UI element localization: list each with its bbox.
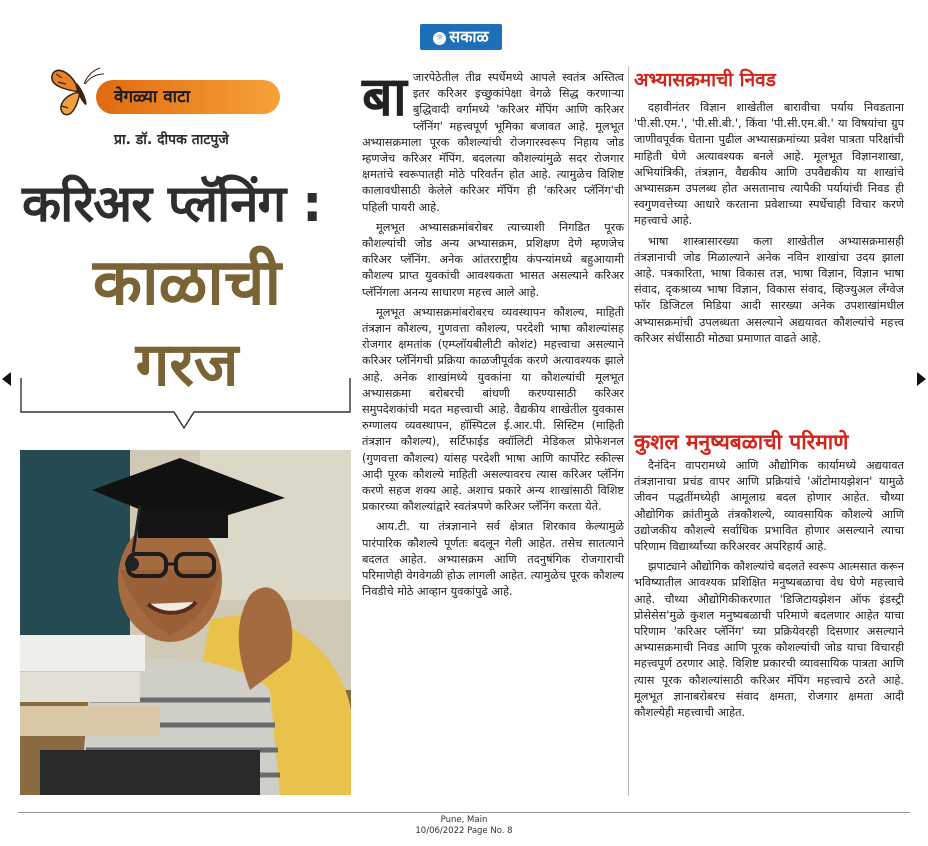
date-page-label: 10/06/2022 Page No. 8 <box>415 826 513 836</box>
section-heading-course-selection: अभ्यासक्रमाची निवड <box>634 69 776 91</box>
headline-line-3: गरज <box>135 330 239 400</box>
article-paragraph: जारपेठेतील तीव्र स्पर्धेमध्ये आपले स्वतंत्र अस्तित्व इतर करिअर इच्छुकांपेक्षा वेगळे सिद्ध करणाऱ्या बुद्धिवादी वर्गामध्ये 'करिअर मॅपिंग आणि करिअर प्लॅनिंग' महत्त्वपूर्ण भूमिका बजावत आहे. मूलभूत अभ्यासक्रमाला पूरक कौशल्यांची रोजगारस्वरूप निहाय जोड म्हणजेच करिअर मॅपिंग. बदलत्या कौशल्यांमुळे सदर रोजगार क्षमतांचे स्वरूपातही मोठे परिवर्तन होत आहे. त्यामुळेच विशिष्ट कालावधीसाठी केलेले करिअर मॅपिंग ही 'करिअर प्लॅनिंग'ची पहिली पायरी आहे. <box>362 71 624 214</box>
article-paragraph: झपाट्याने औद्योगिक कौशल्यांचे बदलते स्वरूप आत्मसात करून भविष्यातील आवश्यक प्रशिक्षित मनुष्यबळाचा वेध घेणे महत्त्वाचे आहे. चौथ्या औद्योगिकीकरणात 'डिजिटायझेशन ऑफ इंडस्ट्री प्रोसेसेस'मुळे कुशल मनुष्यबळाची परिमाणे बदलणार आहेत याचा परिणाम 'करिअर प्लॅनिंग' च्या प्रक्रियेवरही दिसणार असल्याने अभ्यासक्रमाची निवड आणि पूरक कौशल्यांची जोड याचा विचारही महत्त्वपूर्ण ठरणार आहे. विशिष्ट प्रकारची व्यावसायिक पात्रता आणि त्यास पूरक कौशल्यांसाठी करिअर मॅपिंग महत्त्वाचे ठरते आहे. मूलभूत ज्ञानाबरोबरच संवाद क्षमता, रोजगार क्षमता आदी कौशल्येही महत्त्वाची आहेत. <box>634 560 904 720</box>
section-heading-skilled-workforce: कुशल मनुष्यबळाची परिमाणे <box>634 430 849 454</box>
article-column-3 <box>634 458 904 725</box>
article-column-1 <box>362 65 624 605</box>
sakal-logo <box>420 24 502 50</box>
student-photo <box>20 450 351 795</box>
article-column-2 <box>634 100 904 351</box>
column-tag: वेगळ्या वाटा <box>96 80 280 114</box>
headline-callout-bracket <box>20 378 351 430</box>
article-paragraph: मूलभूत अभ्यासक्रमांबरोबर त्याच्याशी निगडित पूरक कौशल्यांची जोड अन्य अभ्यासक्रम, प्रशिक्षण देणे म्हणजेच करिअर प्लॅनिंग. अनेक आंतरराष्ट्रीय कंपन्यांमध्ये बहुआयामी कौशल्य प्राप्त युवकांची आवश्यकता भासत असल्याने करिअर प्लॅनिंगला अनन्य साधारण महत्त्व आले आहे. <box>362 220 624 299</box>
headline-line-2: काळाची <box>92 246 282 320</box>
column-divider <box>628 66 629 796</box>
sakal-emblem-icon: ☼ <box>433 32 446 45</box>
article-paragraph: दहावीनंतर विज्ञान शाखेतील बारावीचा पर्याय निवडताना 'पी.सी.एम.', 'पी.सी.बी.', किंवा 'पी.सी.एम.बी.' या विषयांचा ग्रुप जाणीवपूर्वक घेताना पुढील अभ्यासक्रमांच्या प्रवेश पात्रता परिक्षांची माहिती घेणे अत्यावश्यक बनले आहे. मूलभूत विज्ञानशाखा, अभियांत्रिकी, तंत्रज्ञान, वैद्यकीय आणि उपवैद्यकीय या शाखांचे अभ्यासक्रम उपलब्ध होत असतानाच त्यापैकी पर्यायांची निवड ही स्वगुणवत्तेच्या आधारे करताना प्रवेशाच्या स्पर्धेचाही विचार करणे महत्त्वाचे आहे. <box>634 101 904 228</box>
footer-rule <box>18 812 910 813</box>
article-paragraph: आय.टी. या तंत्रज्ञानाने सर्व क्षेत्रात शिरकाव केल्यामुळे पारंपारिक कौशल्ये पूर्णतः बदलून गेली आहेत. तसेच सातत्याने बदलत आहेत. अभ्यासक्रम आणि तदनुषंगिक रोजगाराची परिमाणेही वेगवेगळी होऊ लागली आहेत. त्यामुळेच पूरक कौशल्य निवडीचे मोठे आव्हान युवकांपुढे आहे. <box>362 520 624 599</box>
drop-cap: बा <box>362 65 407 128</box>
page-footer <box>0 815 928 837</box>
article-paragraph: दैनंदिन वापरामध्ये आणि औद्योगिक कार्यामध्ये अद्ययावत तंत्रज्ञानाचा प्रचंड वापर आणि प्रक्रियांचे 'ऑटोमायझेशन' यामुळे जीवन पद्धतींमध्येही आमूलाग्र बदल होणार आहेत. चौथ्या औद्योगिक क्रांतीमुळे तंत्रकौशल्ये, व्यावसायिक कौशल्ये आणि उद्योजकीय कौशल्ये सर्वाधिक प्रभावित होणार असल्याने त्याचा परिणाम विद्यार्थ्यांच्या करिअरवर अपरिहार्य आहे. <box>634 459 904 554</box>
article-paragraph: मूलभूत अभ्यासक्रमांबरोबरच व्यवस्थापन कौशल्य, माहिती तंत्रज्ञान कौशल्य, गुणवत्ता कौशल्य, परदेशी भाषा कौशल्यांसह रोजगार क्षमतांक (एम्प्लॉयबीलीटी कोशंट) महत्त्वाचा असल्याने करिअर प्लॅनिंगची प्रक्रिया काळजीपूर्वक करणे अत्यावश्यक झाले आहे. अनेक शाखांमध्ये युवकांना या कौशल्यांची मूलभूत अभ्यासक्रमा बरोबरची बांधणी करण्यासाठी करिअर समुपदेशकांची मदत महत्त्वाची आहे. वैद्यकीय शाखेतील युवकास रुग्णालय व्यवस्थापन, हॉस्पिटल ई.आर.पी. सिस्टिम (माहिती तंत्रज्ञान कौशल्य), सर्टिफाईड क्वॉलिटी मेडिकल प्रोफेशनल (गुणवत्ता कौशल्य) यांसह परदेशी भाषा आणि कार्पोरेट स्कील्स आदी पूरक कौशल्ये माहिती असल्यावरच त्यास करिअर प्लॅनिंग करणे सहज शक्य आहे. अशाच प्रकारे अन्य शाखांसाठी विशिष्ट प्रकारच्या कौशल्यांद्वारे स्वतंत्रपणे करिअर प्लॅनिंग करता येते. <box>362 305 624 514</box>
author-name: प्रा. डॉ. दीपक ताटपुजे <box>114 132 229 148</box>
logo-text: सकाळ <box>449 27 489 46</box>
article-paragraph: भाषा शास्त्रासारख्या कला शाखेतील अभ्यासक्रमासही तंत्रज्ञानाची जोड मिळाल्याने अनेक नविन शाखांचा उदय झाला आहे. पत्रकारिता, भाषा विकास तज्ञ, भाषा विज्ञान, विज्ञान भाषा संवाद, दृकश्राव्य भाषा विज्ञान, विकास संवाद, व्हिज्युअल लँग्वेज फॉर डिजिटल मिडिया आदी सारख्या अनेक उपशाखांमधील अभ्यासक्रमांची उपलब्धता असल्याने अद्ययावत कौशल्यांचे महत्त्व करिअर संधींसाठी मोठ्या प्रमाणात वाढते आहे. <box>634 234 904 345</box>
previous-page-arrow-icon[interactable] <box>2 372 11 386</box>
next-page-arrow-icon[interactable] <box>917 372 926 386</box>
headline-line-1: करिअर प्लॅनिंग : <box>22 175 322 234</box>
edition-label: Pune, Main <box>440 815 488 825</box>
